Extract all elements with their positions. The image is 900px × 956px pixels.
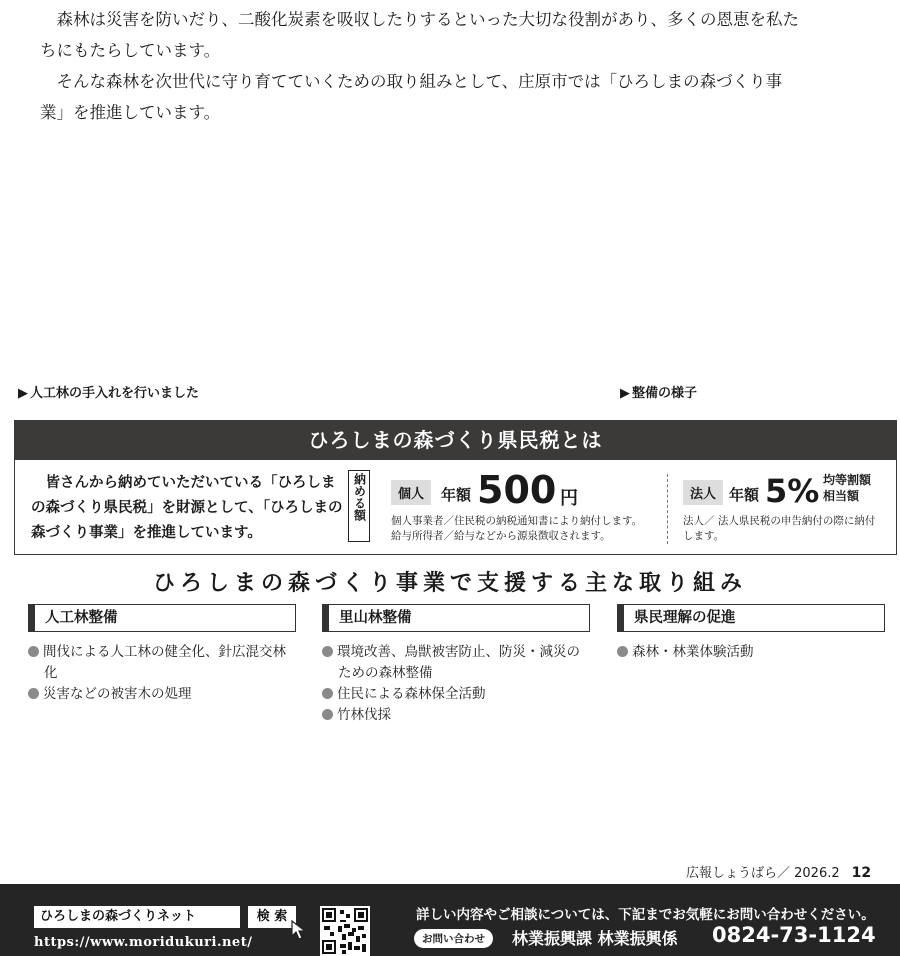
qr-code-icon <box>320 906 370 956</box>
tax-description: 皆さんから納めていただいている「ひろしまの森づくり県民税」を財源として、「ひろしまの森づくり事業」を推進しています。 <box>31 474 343 541</box>
list-item: 間伐による人工林の健全化、針広混交林化 <box>28 642 296 684</box>
column-divider <box>667 474 668 544</box>
intro-paragraph-2: そんな森林を次世代に守り育てていくための取り組みとして、庄原市では「ひろしまの森づくり事業」を推進しています。 <box>40 72 783 122</box>
page-number: 12 <box>851 865 872 881</box>
search-button[interactable]: 検 索 <box>248 906 296 928</box>
column-heading: 里山林整備 <box>322 604 590 632</box>
caption-right-text: 整備の様子 <box>632 386 698 401</box>
intro-paragraph-1: 森林は災害を防いだり、二酸化炭素を吸収したりするといった大切な役割があり、多くの恩恵を私たちにもたらしています。 <box>40 10 799 60</box>
column-heading: 人工林整備 <box>28 604 296 632</box>
triangle-right-icon: ▶ <box>620 386 630 401</box>
initiative-list <box>322 642 590 726</box>
column-heading: 県民理解の促進 <box>617 604 885 632</box>
corporate-equal-share <box>823 472 871 504</box>
individual-amount-unit: 円 <box>560 488 578 509</box>
list-item: 環境改善、鳥獣被害防止、防災・減災のための森林整備 <box>322 642 590 684</box>
pointer-hand-icon <box>290 920 308 942</box>
photo-caption-right <box>620 382 697 401</box>
tax-section-title: ひろしまの森づくり県民税とは <box>14 420 897 460</box>
individual-badge: 個人 <box>391 480 431 505</box>
bullet-icon <box>28 646 39 657</box>
individual-notes <box>391 514 671 544</box>
initiative-column-satoyama <box>322 604 590 726</box>
contact-message: 詳しい内容やご相談については、下記までお気軽にお問い合わせください。 <box>416 907 875 923</box>
bullet-icon <box>617 646 628 657</box>
initiative-column-awareness <box>617 604 885 663</box>
tax-section-body <box>14 460 897 555</box>
corporate-annual-label: 年額 <box>729 486 760 504</box>
footer-bar <box>0 884 900 956</box>
individual-annual-label: 年額 <box>441 486 472 504</box>
corporate-equal-line-1: 均等割額 <box>823 473 872 487</box>
list-item: 森林・林業体験活動 <box>617 642 885 663</box>
initiative-column-plantation <box>28 604 296 705</box>
list-item: 住民による森林保全活動 <box>322 684 590 705</box>
corporate-amount: 5% <box>765 472 820 510</box>
list-item: 災害などの被害木の処理 <box>28 684 296 705</box>
individual-note-1: 個人事業者／住民税の納税通知書により納付します。 <box>391 515 643 527</box>
page-folio <box>686 862 871 881</box>
photo-caption-left <box>18 382 199 401</box>
initiative-list <box>617 642 885 663</box>
website-url[interactable]: https://www.moridukuri.net/ <box>34 935 253 950</box>
contact-badge: お問い合わせ <box>414 929 493 948</box>
search-term-box: ひろしまの森づくりネット <box>34 906 240 928</box>
corporate-equal-line-2: 相当額 <box>823 489 860 503</box>
bullet-icon <box>322 646 333 657</box>
bullet-icon <box>322 688 333 699</box>
payment-amount-label <box>348 470 370 542</box>
triangle-right-icon: ▶ <box>18 386 28 401</box>
department-name: 林業振興課 林業振興係 <box>512 929 678 948</box>
publication-label: 広報しょうばら／ 2026.2 <box>686 866 840 881</box>
list-item: 竹林伐採 <box>322 705 590 726</box>
individual-note-2: 給与所得者／給与などから源泉徴収されます。 <box>391 530 611 542</box>
payment-amount-label-text: 納める額 <box>352 473 367 521</box>
intro-text <box>40 4 800 128</box>
corporate-badge: 法人 <box>683 480 723 505</box>
initiatives-title: ひろしまの森づくり事業で支援する主な取り組み <box>152 570 747 596</box>
bullet-icon <box>28 688 39 699</box>
phone-number[interactable]: 0824-73-1124 <box>712 923 876 947</box>
corporate-note: 法人／ 法人県民税の申告納付の際に納付します。 <box>683 515 876 542</box>
bullet-icon <box>322 709 333 720</box>
initiative-list <box>28 642 296 705</box>
individual-amount: 500 <box>477 468 557 512</box>
caption-left-text: 人工林の手入れを行いました <box>30 386 200 401</box>
